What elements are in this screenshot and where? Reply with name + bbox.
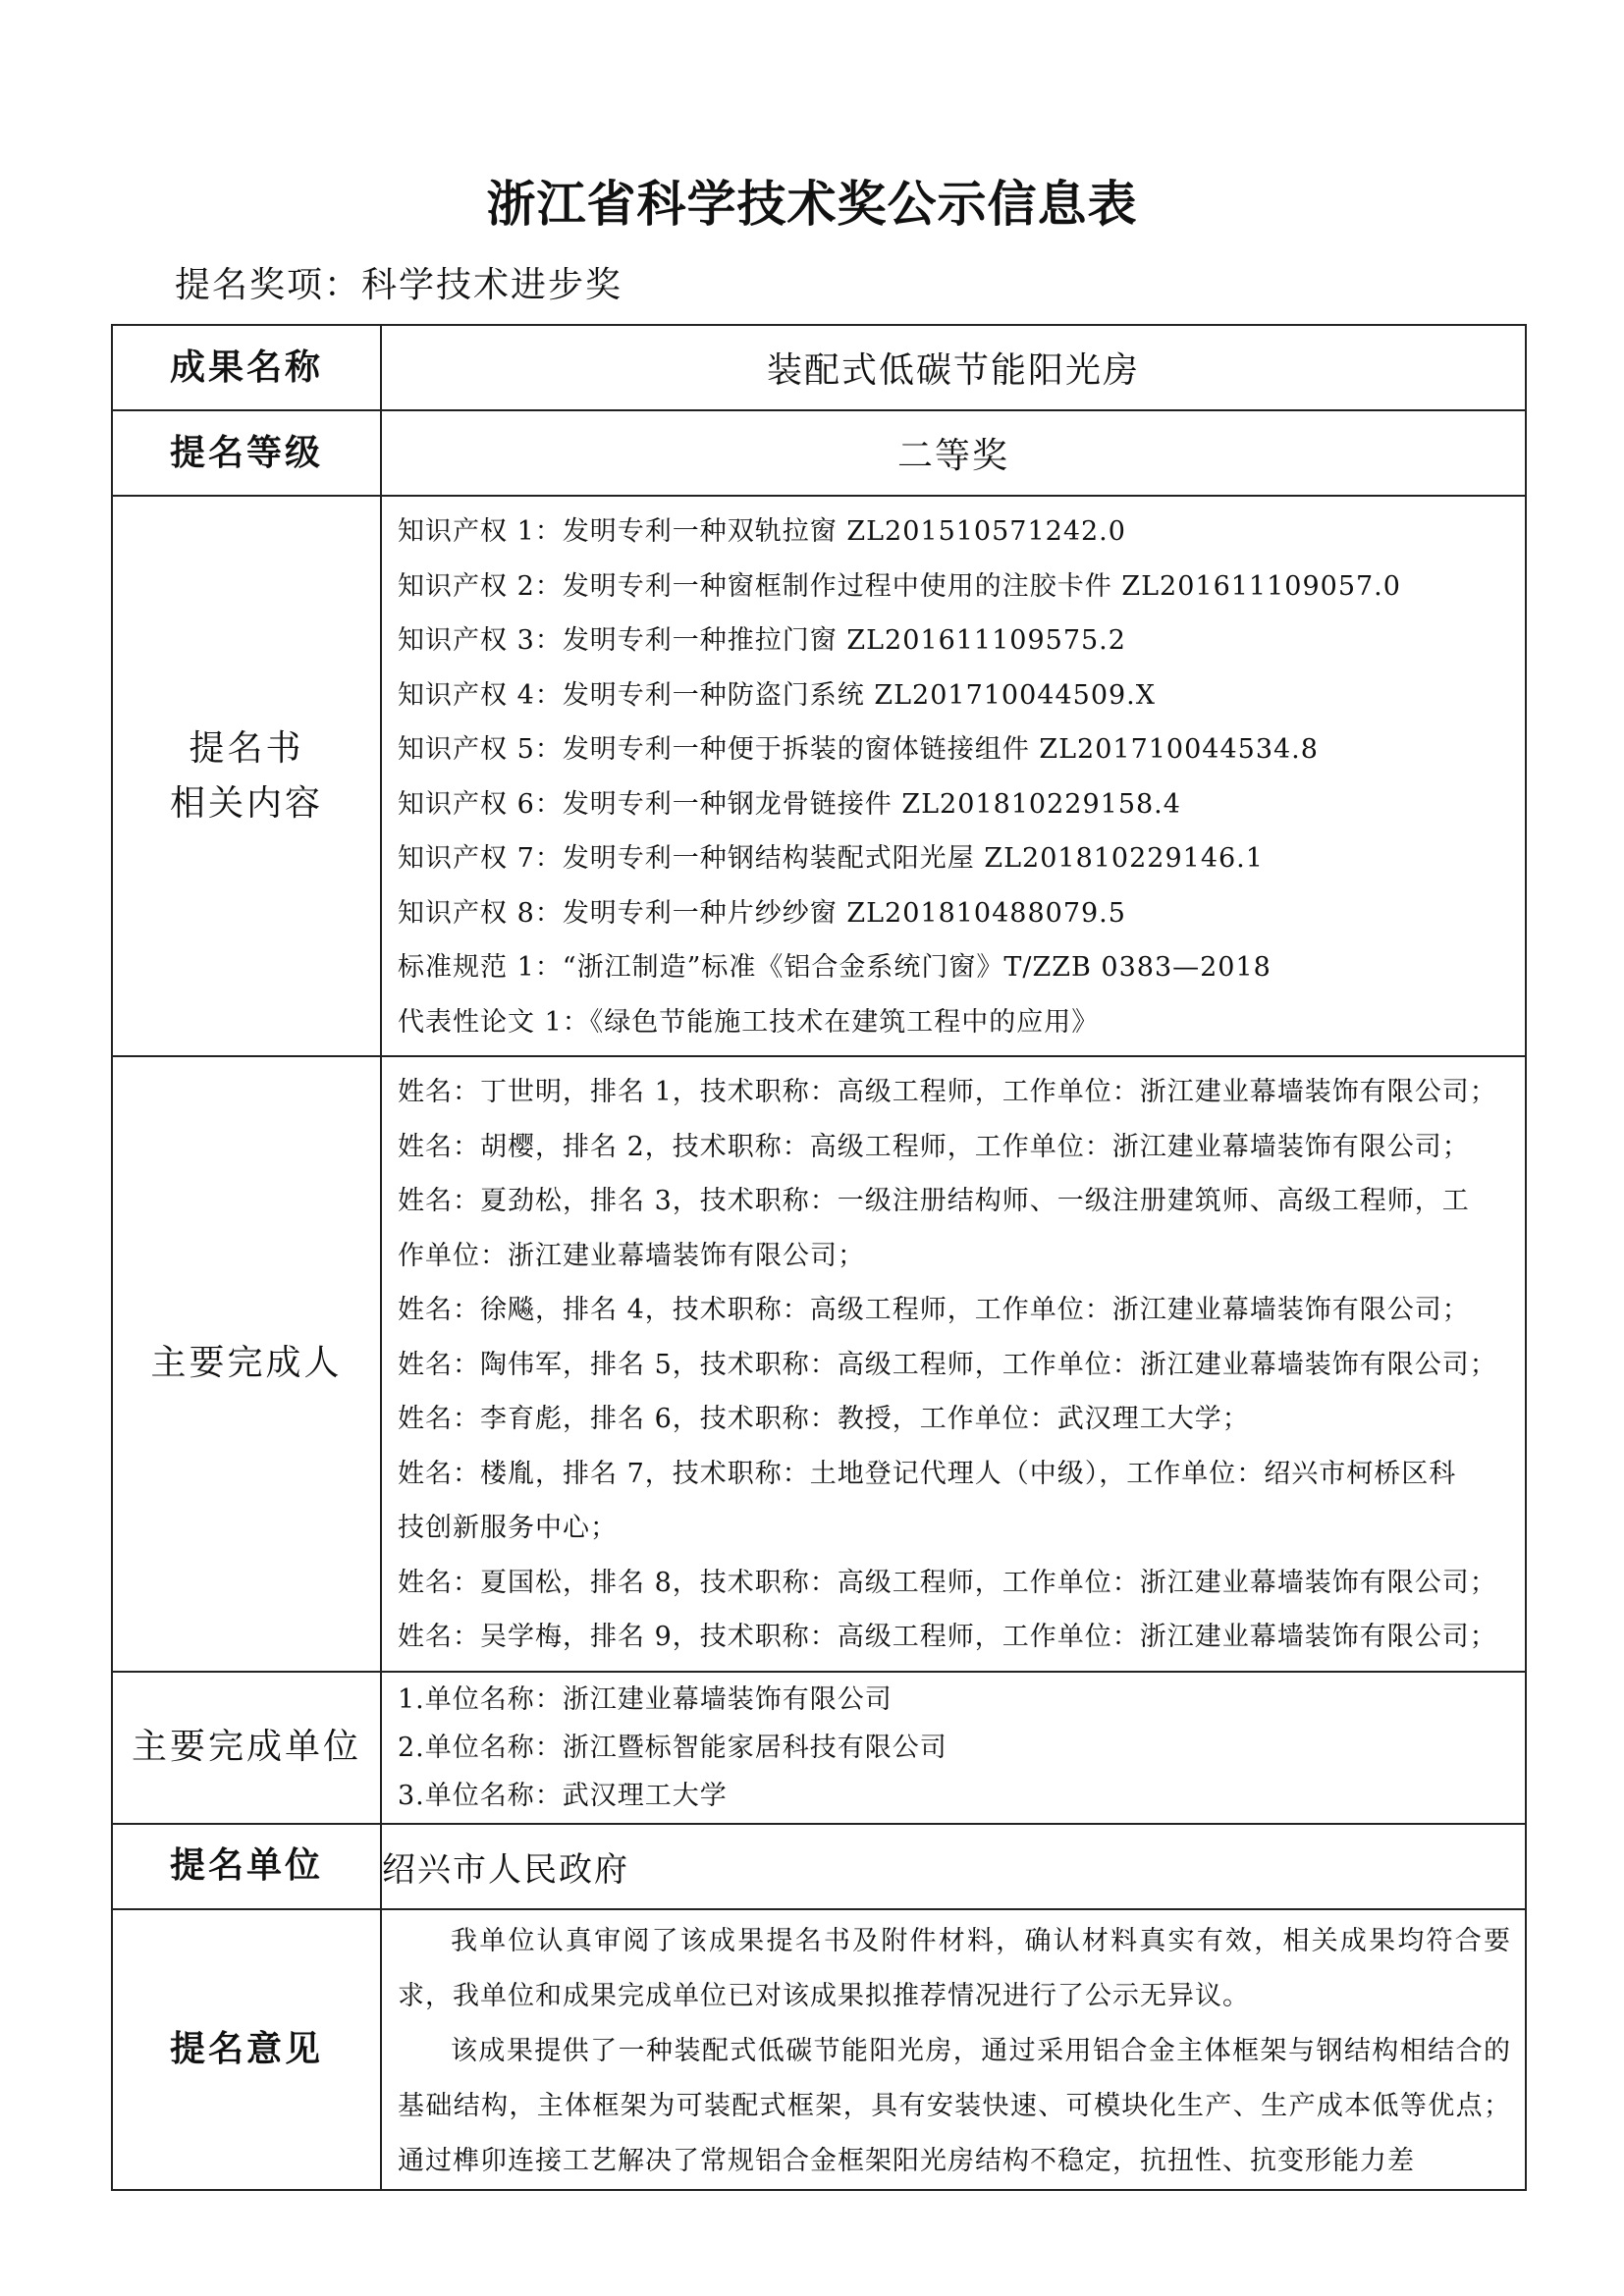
contributor-line: 姓名：李育彪，排名 6，技术职称：教授，工作单位：武汉理工大学； [398,1404,1250,1434]
unit-item: 3.单位名称：武汉理工大学 [398,1780,728,1811]
award-category-value: 科学技术进步奖 [361,265,623,305]
nomination-content-label [112,496,381,1056]
nomination-grade-value: 二等奖 [381,410,1526,496]
nomination-content-value [381,496,1526,1056]
nomination-content-label-line1: 提名书 [189,727,304,769]
achievement-name-label: 成果名称 [112,325,381,410]
opinion-paragraph: 我单位认真审阅了该成果提名书及附件材料，确认材料真实有效，相关成果均符合要求，我单位和成果完成单位已对该成果拟推荐情况进行了公示无异议。 [398,1925,1511,2011]
content-item: 知识产权 4：发明专利一种防盗门系统 ZL201710044509.X [398,679,1156,711]
content-item: 知识产权 6：发明专利一种钢龙骨链接件 ZL201810229158.4 [398,788,1181,820]
main-contributors-label: 主要完成人 [112,1056,381,1672]
contributor-line: 作单位：浙江建业幕墙装饰有限公司； [398,1240,865,1271]
contributor-line: 姓名：夏国松，排名 8，技术职称：高级工程师，工作单位：浙江建业幕墙装饰有限公司； [398,1567,1497,1598]
content-item: 知识产权 5：发明专利一种便于拆装的窗体链接组件 ZL201710044534.8 [398,734,1319,765]
nominating-unit-label: 提名单位 [112,1824,381,1909]
content-item: 知识产权 1：发明专利一种双轨拉窗 ZL201510571242.0 [398,516,1126,547]
contributor-line: 姓名：徐飚，排名 4，技术职称：高级工程师，工作单位：浙江建业幕墙装饰有限公司； [398,1295,1470,1325]
contributor-line: 技创新服务中心； [398,1513,618,1543]
content-item: 代表性论文 1：《绿色节能施工技术在建筑工程中的应用》 [398,1006,1100,1038]
row-nominating-unit [112,1824,1526,1909]
page-title: 浙江省科学技术奖公示信息表 [486,176,1138,233]
row-main-contributors [112,1056,1526,1672]
award-category-label: 提名奖项： [175,265,362,305]
award-category [175,257,623,307]
main-contributors-value [381,1056,1526,1672]
content-item: 知识产权 8：发明专利一种片纱纱窗 ZL201810488079.5 [398,897,1126,929]
nominating-unit-value: 绍兴市人民政府 [381,1824,1526,1909]
contributor-line: 姓名：丁世明，排名 1，技术职称：高级工程师，工作单位：浙江建业幕墙装饰有限公司； [398,1077,1497,1107]
nomination-grade-label: 提名等级 [112,410,381,496]
nomination-opinion-value [381,1909,1526,2190]
info-table [111,324,1527,2191]
content-item: 知识产权 2：发明专利一种窗框制作过程中使用的注胶卡件 ZL201611109057.0 [398,570,1401,602]
contributor-line: 姓名：胡樱，排名 2，技术职称：高级工程师，工作单位：浙江建业幕墙装饰有限公司； [398,1131,1470,1162]
contributor-line: 姓名：吴学梅，排名 9，技术职称：高级工程师，工作单位：浙江建业幕墙装饰有限公司； [398,1622,1497,1652]
row-achievement-name [112,325,1526,410]
unit-item: 2.单位名称：浙江暨标智能家居科技有限公司 [398,1732,947,1763]
achievement-name-value: 装配式低碳节能阳光房 [381,325,1526,410]
main-units-label: 主要完成单位 [112,1672,381,1824]
nomination-opinion-label: 提名意见 [112,1909,381,2190]
contributor-line: 姓名：夏劲松，排名 3，技术职称：一级注册结构师、一级注册建筑师、高级工程师，工 [398,1186,1470,1216]
unit-item: 1.单位名称：浙江建业幕墙装饰有限公司 [398,1683,893,1715]
content-item: 标准规范 1：“浙江制造”标准《铝合金系统门窗》T/ZZB 0383—2018 [398,952,1272,983]
content-item: 知识产权 7：发明专利一种钢结构装配式阳光屋 ZL201810229146.1 [398,843,1264,874]
row-nomination-content [112,496,1526,1056]
content-item: 知识产权 3：发明专利一种推拉门窗 ZL201611109575.2 [398,625,1126,656]
opinion-paragraph: 该成果提供了一种装配式低碳节能阳光房，通过采用铝合金主体框架与钢结构相结合的基础结构，主体框架为可装配式框架，具有安装快速、可模块化生产、生产成本低等优点；通过榫卯连接工艺解决了常规铝合金框架阳光房结构不稳定，抗扭性、抗变形能力差 [398,2035,1511,2176]
row-nomination-opinion [112,1909,1526,2190]
row-nomination-grade [112,410,1526,496]
contributor-line: 姓名：楼胤，排名 7，技术职称：土地登记代理人（中级），工作单位：绍兴市柯桥区科 [398,1458,1457,1489]
nomination-content-label-line2: 相关内容 [169,782,323,824]
main-units-value [381,1672,1526,1824]
contributor-line: 姓名：陶伟军，排名 5，技术职称：高级工程师，工作单位：浙江建业幕墙装饰有限公司； [398,1349,1497,1380]
row-main-units [112,1672,1526,1824]
